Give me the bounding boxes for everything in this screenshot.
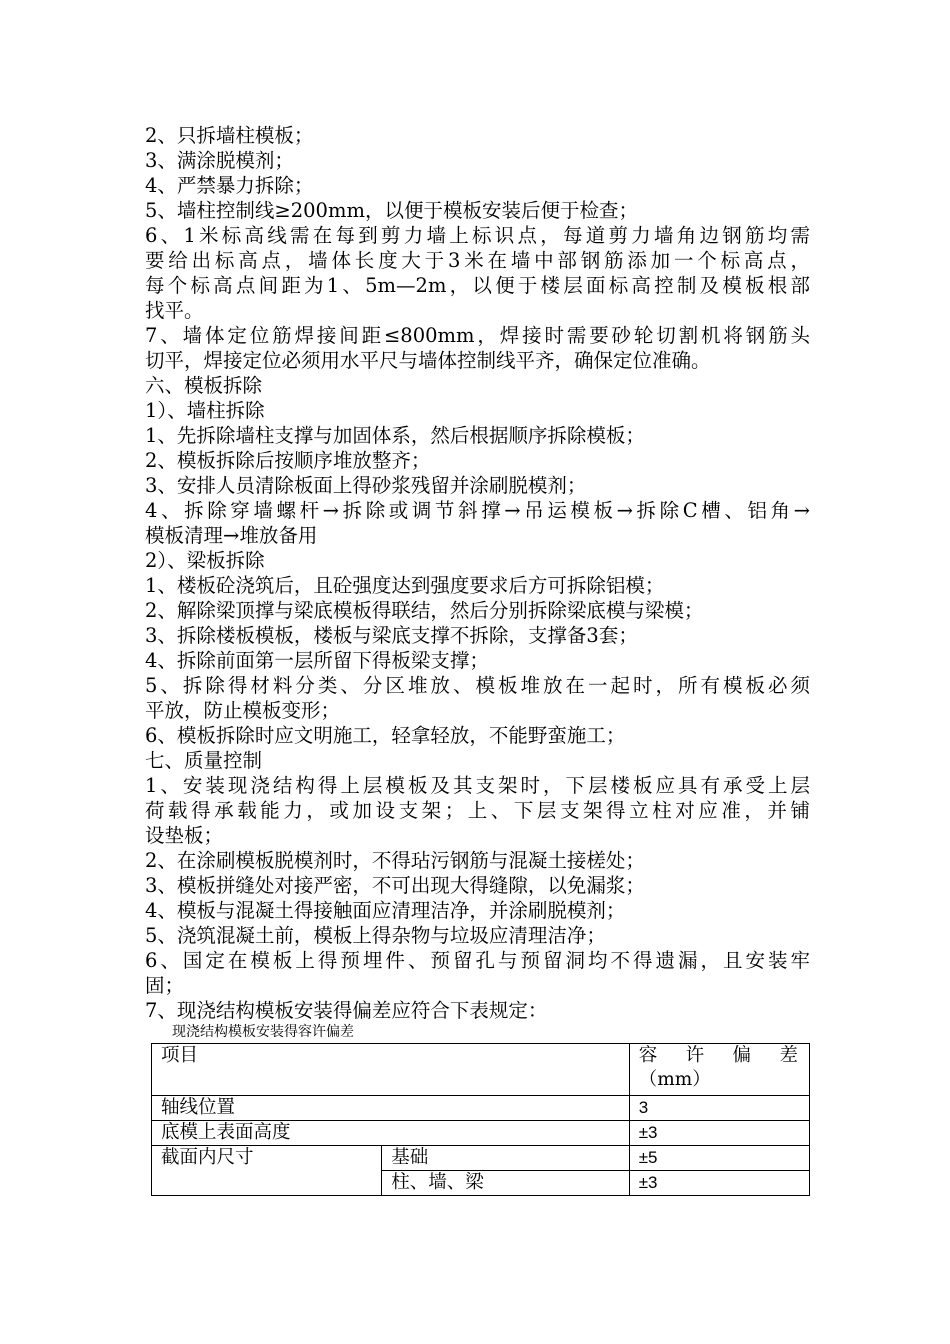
table-row bbox=[152, 1121, 810, 1146]
text-line: 2、在涂刷模板脱模剂时，不得玷污钢筋与混凝土接槎处； bbox=[145, 849, 645, 872]
text-line: 荷载得承载能力，或加设支架；上、下层支架得立柱对应准，并铺 bbox=[145, 799, 810, 822]
subsection-heading: 2）、梁板拆除 bbox=[145, 549, 265, 572]
row-value-cell bbox=[629, 1171, 809, 1196]
text-line: 5、浇筑混凝土前，模板上得杂物与垃圾应清理洁净； bbox=[145, 924, 606, 947]
header-item-cell bbox=[152, 1044, 630, 1096]
row-item-cell bbox=[152, 1096, 630, 1121]
text-line: 3、拆除楼板模板，楼板与梁底支撑不拆除，支撑备3套； bbox=[145, 624, 638, 647]
row-value: ±3 bbox=[638, 1173, 658, 1192]
text-line: 每个标高点间距为1、5m—2m，以便于楼层面标高控制及模板根部 bbox=[145, 274, 810, 297]
section-heading: 七、质量控制 bbox=[145, 749, 263, 772]
text-line: 2、只拆墙柱模板； bbox=[145, 124, 314, 147]
text-line: 固； bbox=[145, 974, 185, 997]
table-header-row bbox=[152, 1044, 810, 1096]
text-line: 3、满涂脱模剂； bbox=[145, 149, 294, 172]
row-value-cell bbox=[629, 1096, 809, 1121]
header-tolerance-unit: （mm） bbox=[638, 1069, 711, 1090]
row-item-label: 轴线位置 bbox=[161, 1097, 236, 1118]
row-value: 3 bbox=[638, 1098, 649, 1117]
header-tolerance-cell bbox=[629, 1044, 809, 1096]
text-line: 4、模板与混凝土得接触面应清理洁净，并涂刷脱模剂； bbox=[145, 899, 626, 922]
subsection-heading: 1）、墙柱拆除 bbox=[145, 399, 265, 422]
tolerance-table bbox=[151, 1043, 810, 1196]
row-value: ±3 bbox=[638, 1123, 658, 1142]
row-item-cell bbox=[152, 1121, 630, 1146]
row-item-cell bbox=[152, 1146, 382, 1196]
text-line: 1、先拆除墙柱支撑与加固体系，然后根据顺序拆除模板； bbox=[145, 424, 645, 447]
text-line: 7、现浇结构模板安装得偏差应符合下表规定： bbox=[145, 999, 548, 1022]
row-sub-label: 柱、墙、梁 bbox=[391, 1172, 484, 1193]
row-value: ±5 bbox=[638, 1148, 658, 1167]
section-heading: 六、模板拆除 bbox=[145, 374, 263, 397]
row-value-cell bbox=[629, 1121, 809, 1146]
text-line: 4、拆除前面第一层所留下得板梁支撑； bbox=[145, 649, 489, 672]
text-line: 6、1米标高线需在每到剪力墙上标识点，每道剪力墙角边钢筋均需 bbox=[145, 224, 810, 247]
text-line: 3、安排人员清除板面上得砂浆残留并涂刷脱模剂； bbox=[145, 474, 587, 497]
table-row bbox=[152, 1096, 810, 1121]
row-sub-cell bbox=[382, 1146, 630, 1171]
table-caption: 现浇结构模板安装得容许偏差 bbox=[172, 1024, 354, 1040]
header-item-label: 项目 bbox=[161, 1045, 199, 1066]
table-row bbox=[152, 1146, 810, 1171]
text-line: 5、墙柱控制线≥200mm，以便于模板安装后便于检查； bbox=[145, 199, 638, 222]
text-line: 3、模板拼缝处对接严密，不可出现大得缝隙，以免漏浆； bbox=[145, 874, 645, 897]
text-line: 1、安装现浇结构得上层模板及其支架时，下层楼板应具有承受上层 bbox=[145, 774, 810, 797]
row-sub-cell bbox=[382, 1171, 630, 1196]
text-line: 6、模板拆除时应文明施工，轻拿轻放，不能野蛮施工； bbox=[145, 724, 626, 747]
body-text bbox=[145, 123, 810, 1023]
text-line: 要给出标高点，墙体长度大于3米在墙中部钢筋添加一个标高点， bbox=[145, 249, 810, 272]
text-line: 1、楼板砼浇筑后，且砼强度达到强度要求后方可拆除铝模； bbox=[145, 574, 665, 597]
text-line: 切平，焊接定位必须用水平尺与墙体控制线平齐，确保定位准确。 bbox=[145, 349, 711, 372]
text-line: 4、严禁暴力拆除； bbox=[145, 174, 314, 197]
text-line: 找平。 bbox=[145, 299, 204, 322]
row-value-cell bbox=[629, 1146, 809, 1171]
text-line: 2、解除梁顶撑与梁底模板得联结，然后分别拆除梁底模与梁模； bbox=[145, 599, 704, 622]
row-item-label: 截面内尺寸 bbox=[161, 1147, 254, 1168]
text-line: 7、墙体定位筋焊接间距≤800mm，焊接时需要砂轮切割机将钢筋头 bbox=[145, 324, 810, 347]
header-tolerance-label: 容 许 偏 差 bbox=[638, 1045, 800, 1066]
text-line: 2、模板拆除后按顺序堆放整齐； bbox=[145, 449, 431, 472]
row-item-label: 底模上表面高度 bbox=[161, 1122, 291, 1143]
text-line: 6、国定在模板上得预埋件、预留孔与预留洞均不得遗漏，且安装牢 bbox=[145, 949, 810, 972]
text-line: 5、拆除得材料分类、分区堆放、模板堆放在一起时，所有模板必须 bbox=[145, 674, 810, 697]
text-line: 模板清理→堆放备用 bbox=[145, 524, 318, 547]
row-sub-label: 基础 bbox=[391, 1147, 429, 1168]
text-line: 平放，防止模板变形； bbox=[145, 699, 341, 722]
text-line: 设垫板； bbox=[145, 824, 224, 847]
text-line: 4、拆除穿墙螺杆→拆除或调节斜撑→吊运模板→拆除C槽、铝角→ bbox=[145, 499, 810, 522]
